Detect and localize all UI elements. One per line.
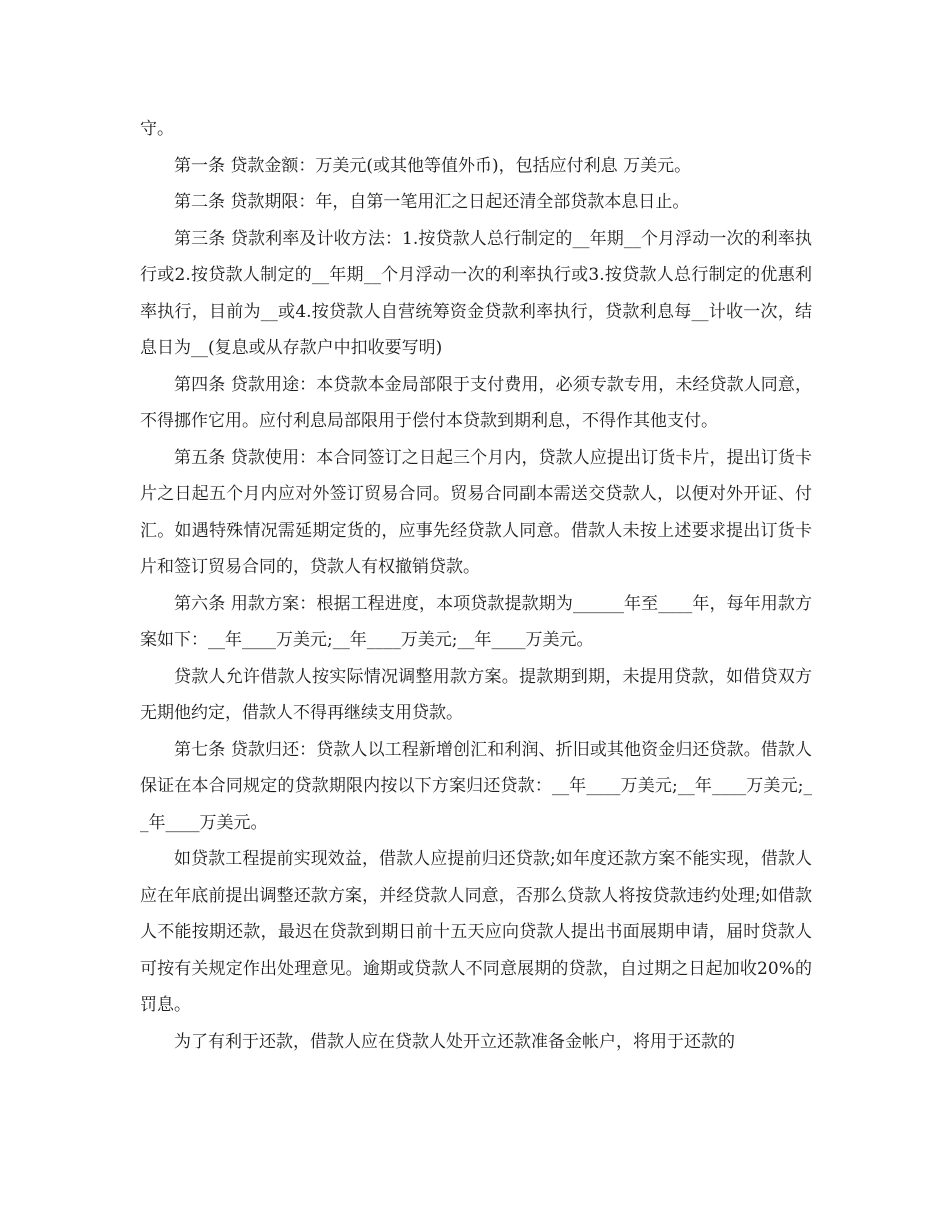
drawdown-adjustment-paragraph: 贷款人允许借款人按实际情况调整用款方案。提款期到期，未提用贷款，如借贷双方无期他约定，借款人不得再继续支用贷款。: [140, 666, 812, 723]
document-page: [140, 111, 812, 1060]
article-1-loan-amount: 第一条 贷款金额：万美元(或其他等值外币)，包括应付利息 万美元。: [174, 155, 692, 176]
repayment-reserve-paragraph: 为了有利于还款，借款人应在贷款人处开立还款准备金帐户，将用于还款的: [174, 1031, 735, 1052]
article-2-loan-term: 第二条 贷款期限：年，自第一笔用汇之日起还清全部贷款本息日止。: [174, 192, 690, 212]
article-7-loan-repayment: 第七条 贷款归还：贷款人以工程新增创汇和利润、折旧或其他资金归还贷款。借款人保证在本合同规定的贷款期限内按以下方案归还贷款：__年____万美元;__年____万美元;__年____万美元。: [140, 739, 812, 833]
paragraph-continuation: 守。: [140, 119, 174, 139]
article-6-drawdown-plan: 第六条 用款方案：根据工程进度，本项贷款提款期为______年至____年，每年用款方案如下：__年____万美元;__年____万美元;__年____万美元。: [140, 593, 812, 650]
article-4-loan-purpose: 第四条 贷款用途：本贷款本金局部限于支付费用，必须专款专用，未经贷款人同意，不得挪作它用。应付利息局部限用于偿付本贷款到期利息，不得作其他支付。: [140, 374, 812, 431]
early-repayment-paragraph: 如贷款工程提前实现效益，借款人应提前归还贷款;如年度还款方案不能实现，借款人应在年底前提出调整还款方案，并经贷款人同意，否那么贷款人将按贷款违约处理;如借款人不能按期还款，最迟在贷款到期日前十五天应向贷款人提出书面展期申请，届时贷款人可按有关规定作出处理意见。逾期或贷款人不同意展期的贷款，自过期之日起加收20%的罚息。: [140, 849, 812, 1015]
article-5-loan-use: 第五条 贷款使用：本合同签订之日起三个月内，贷款人应提出订货卡片，提出订货卡片之日起五个月内应对外签订贸易合同。贸易合同副本需送交贷款人，以便对外开证、付汇。如遇特殊情况需延期定货的，应事先经贷款人同意。借款人未按上述要求提出订货卡片和签订贸易合同的，贷款人有权撤销贷款。: [140, 447, 812, 577]
article-3-interest-rate: 第三条 贷款利率及计收方法：1.按贷款人总行制定的__年期__个月浮动一次的利率执行或2.按贷款人制定的__年期__个月浮动一次的利率执行或3.按贷款人总行制定的优惠利率执行，目前为__或4.按贷款人自营统筹资金贷款利率执行，贷款利息每__计收一次，结息日为__(复息或从存款户中扣收要写明): [140, 228, 812, 358]
